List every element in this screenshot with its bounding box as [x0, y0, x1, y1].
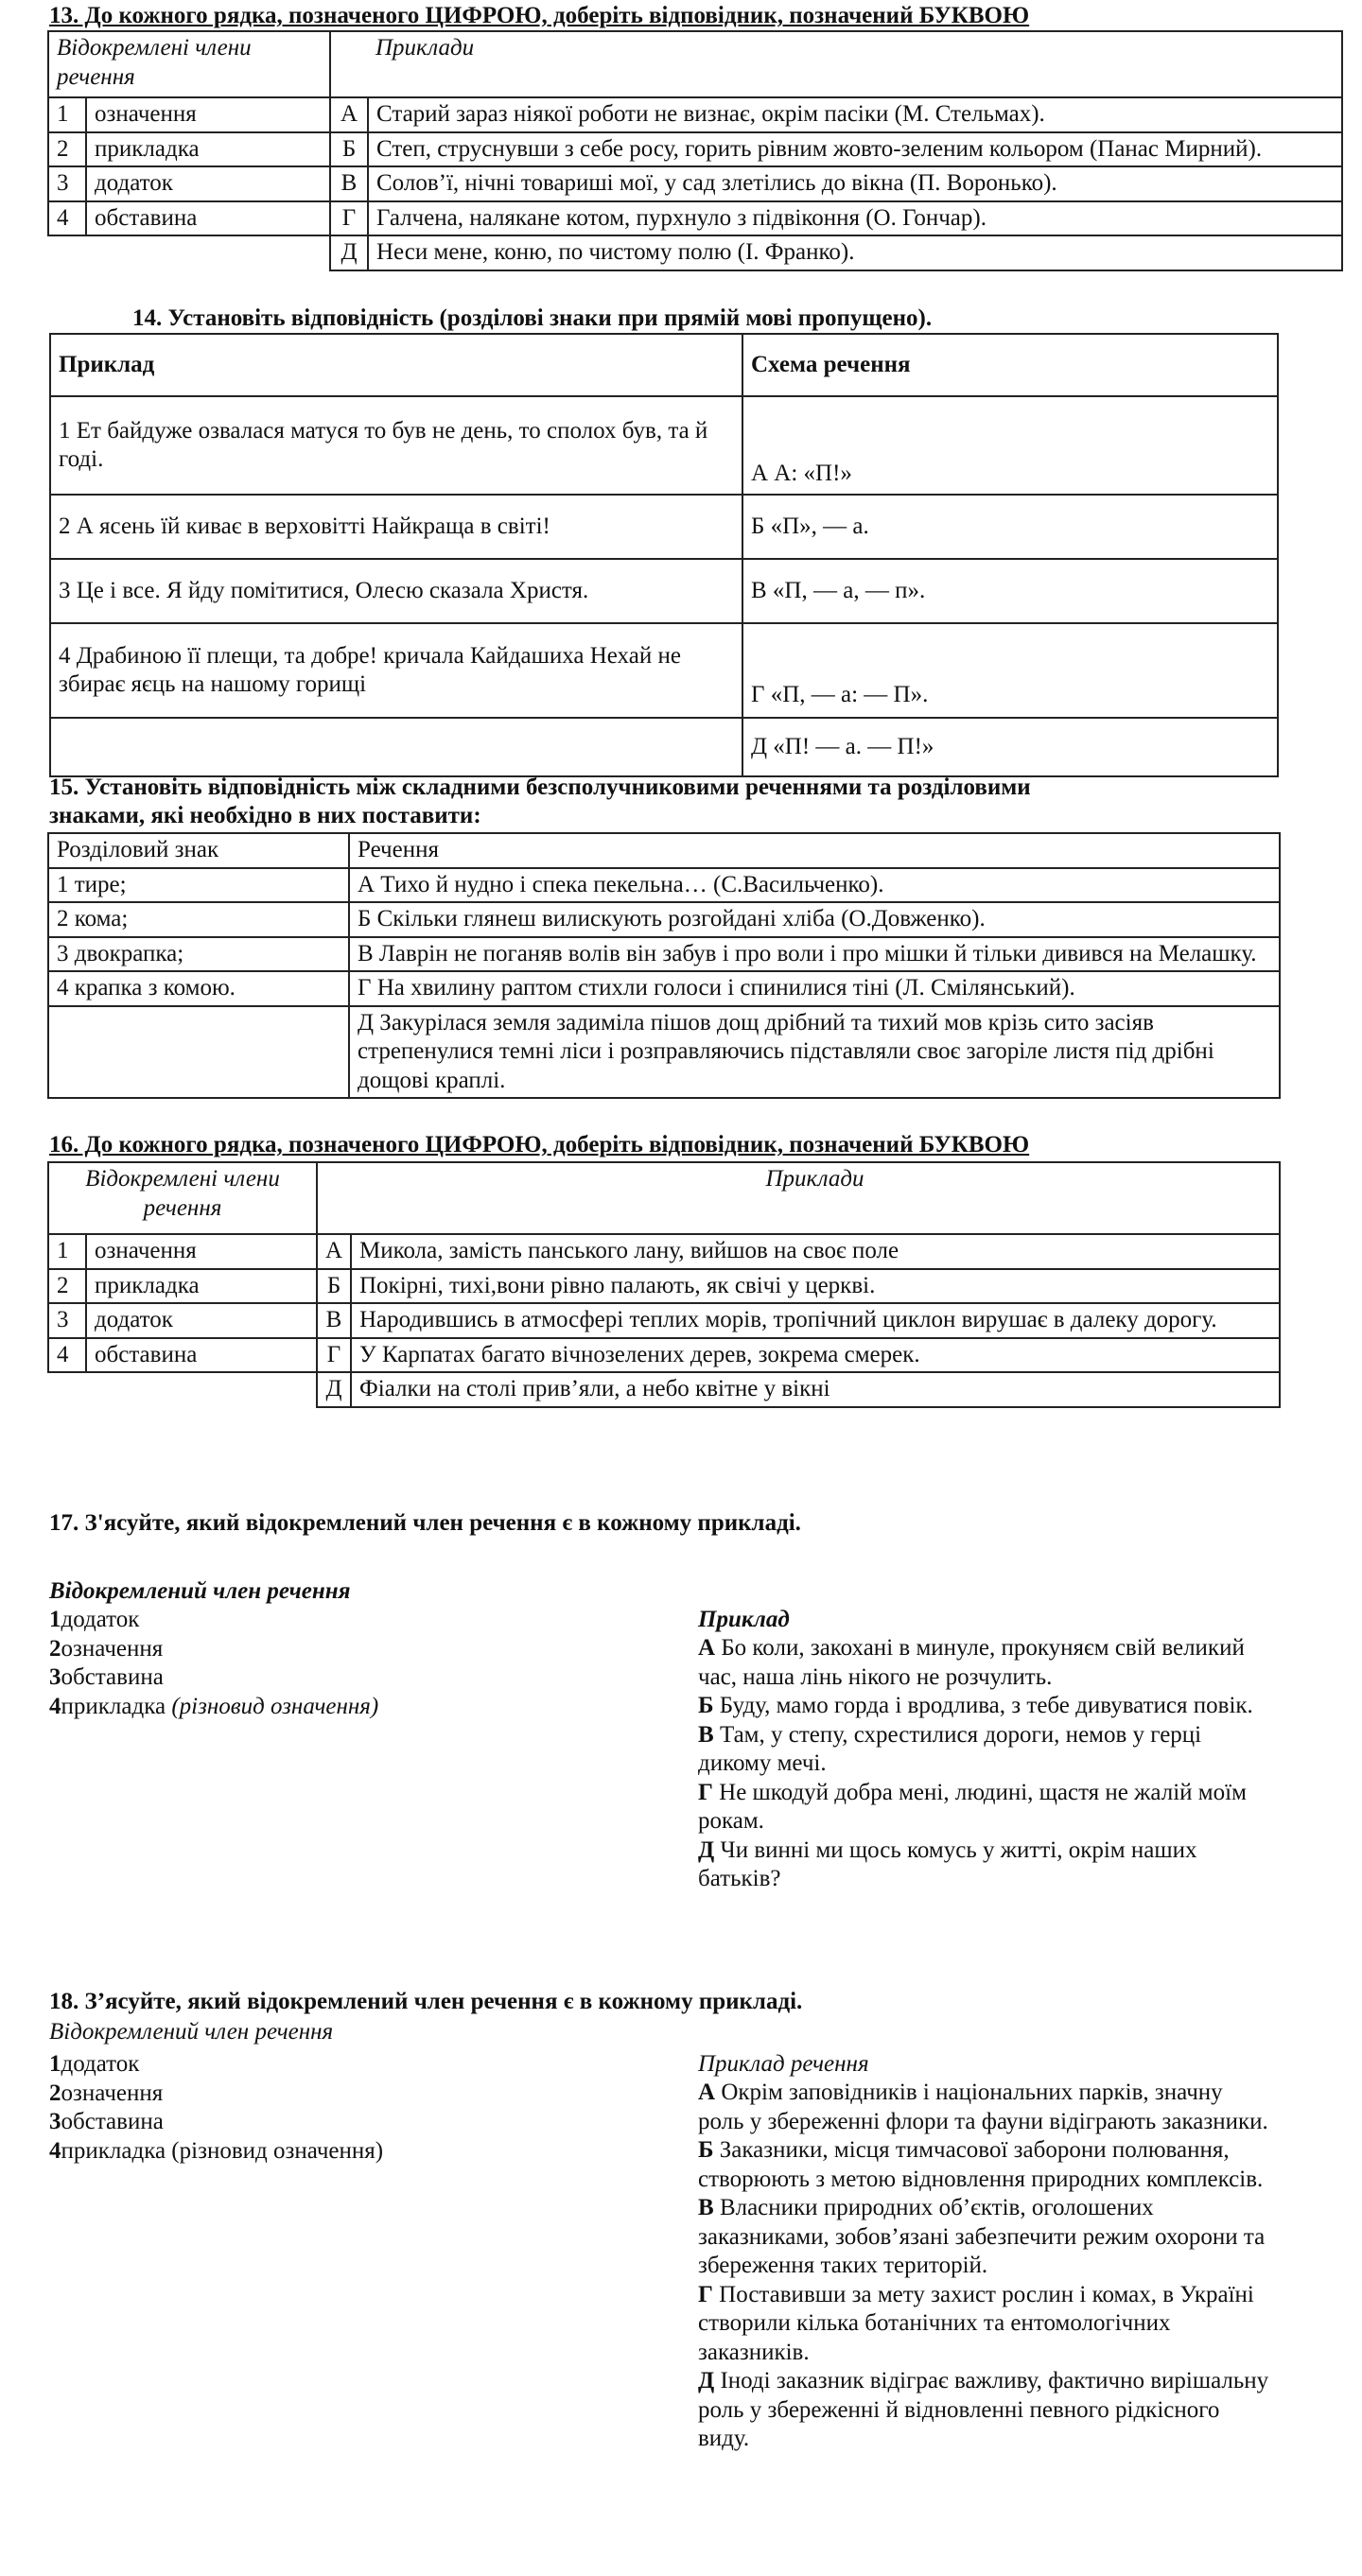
column-header: Відокремлені члени речення — [48, 1162, 317, 1234]
example-cell: Фіалки на столі прив’яли, а небо квітне у вікні — [351, 1372, 1280, 1407]
table-row — [50, 495, 1278, 559]
q13-title: 13. До кожного рядка, позначеного ЦИФРОЮ, доберіть відповідник, позначений БУКВОЮ — [49, 3, 1030, 28]
row-number: 3 — [48, 1303, 86, 1338]
table-header-row — [48, 31, 1342, 97]
answer-item: А Бо коли, закохані в минуле, прокуняєм свій великий час, наша лінь нікого не розчулить. — [698, 1635, 1245, 1690]
table-row — [48, 1338, 1280, 1373]
term-cell: означення — [86, 1234, 317, 1269]
q17-right-heading: Приклад — [698, 1607, 790, 1632]
q14-title: 14. Установіть відповідність (розділові знаки при прямій мові пропущено). — [132, 305, 933, 331]
row-letter: Г — [330, 201, 368, 236]
term-cell: додаток — [86, 166, 330, 201]
q13-table — [47, 30, 1343, 271]
example-cell: 3 Це і все. Я йду помітитися, Олесю сказала Христя. — [50, 559, 742, 623]
row-number: 1 — [48, 1234, 86, 1269]
row-letter: Г — [317, 1338, 351, 1373]
table-row — [48, 201, 1342, 236]
scheme-cell: Д «П! — а. — П!» — [742, 718, 1278, 776]
example-cell: Галчена, налякане котом, пурхнуло з підвіконня (О. Гончар). — [368, 201, 1342, 236]
sentence-cell: Г На хвилину раптом стихли голоси і спинилися тіні (Л. Смілянський). — [349, 971, 1280, 1006]
table-row — [48, 868, 1280, 903]
list-item: 3обставина — [49, 1664, 164, 1690]
q18-left-heading: Відокремлений член речення — [49, 2019, 334, 2045]
table-row — [48, 166, 1342, 201]
table-row — [50, 718, 1278, 776]
q17-title: 17. З'ясуйте, який відокремлений член речення є в кожному прикладі. — [49, 1510, 801, 1536]
table-row — [50, 623, 1278, 718]
example-cell: Солов’ї, нічні товариші мої, у сад злетілись до вікна (П. Воронько). — [368, 166, 1342, 201]
table-header-row — [50, 334, 1278, 396]
sign-cell: 3 двокрапка; — [48, 937, 349, 972]
example-cell: 1 Ет байдуже озвалася матуся то був не день, то сполох був, та й годі. — [50, 396, 742, 495]
row-letter: Д — [330, 235, 368, 270]
row-letter: В — [317, 1303, 351, 1338]
row-letter: А — [317, 1234, 351, 1269]
list-item: 3обставина — [49, 2109, 164, 2134]
row-number: 4 — [48, 201, 86, 236]
row-letter: А — [330, 97, 368, 132]
table-row — [48, 1234, 1280, 1269]
q15-title-line2: знаками, які необхідно в них поставити: — [49, 803, 481, 828]
table-header-row — [48, 833, 1280, 868]
example-cell: У Карпатах багато вічнозелених дерев, зокрема смерек. — [351, 1338, 1280, 1373]
q14-table — [49, 333, 1279, 777]
table-row — [48, 902, 1280, 937]
term-cell: обставина — [86, 1338, 317, 1373]
example-cell: Покірні, тихі,вони рівно палають, як свічі у церкві. — [351, 1269, 1280, 1304]
term-cell: прикладка — [86, 132, 330, 167]
table-row — [48, 1372, 1280, 1407]
q17-answers — [698, 1634, 1266, 1894]
list-item: 4прикладка (різновид означення) — [49, 1693, 379, 1719]
table-row — [48, 937, 1280, 972]
q16-table — [47, 1161, 1281, 1408]
example-cell: Народившись в атмосфері теплих морів, тропічний циклон вирушає в далеку дорогу. — [351, 1303, 1280, 1338]
q17-left-heading: Відокремлений член речення — [49, 1578, 351, 1604]
answer-item: Б Буду, мамо горда і вродлива, з тебе дивуватися повік. — [698, 1693, 1253, 1718]
q18-right-heading: Приклад речення — [698, 2051, 869, 2077]
row-number: 3 — [48, 166, 86, 201]
example-cell: 2 А ясень їй киває в верховітті Найкраща в світі! — [50, 495, 742, 559]
answer-item: Г Поставивши за мету захист рослин і комах, в Україні створили кілька ботанічних та ентомологічних заказників. — [698, 2281, 1254, 2365]
table-row — [48, 1269, 1280, 1304]
table-row — [48, 971, 1280, 1006]
sentence-cell: Д Закурілася земля задиміла пішов дощ дрібний та тихий мов крізь сито засіяв стрепенулися темні ліси і розправляючись підставляли своє загоріле листя під дрібні дощові краплі. — [349, 1006, 1280, 1099]
answer-item: Б Заказники, місця тимчасової заборони полювання, створюють з метою відновлення природних комплексів. — [698, 2137, 1264, 2192]
answer-item: Д Іноді заказник відіграє важливу, фактично вирішальну роль у збереженні й відновленні певного рідкісного виду. — [698, 2368, 1269, 2451]
table-row — [50, 396, 1278, 495]
row-number: 2 — [48, 1269, 86, 1304]
answer-item: В Власники природних об’єктів, оголошених заказниками, зобов’язані забезпечити режим охорони та збереження таких територій. — [698, 2195, 1266, 2278]
sentence-cell: В Лаврін не поганяв волів він забув і про воли і про мішки й тільки дивився на Мелашку. — [349, 937, 1280, 972]
list-item: 1додаток — [49, 2051, 140, 2077]
list-item: 1додаток — [49, 1607, 140, 1632]
row-letter: В — [330, 166, 368, 201]
column-header: Речення — [349, 833, 1280, 868]
example-cell: Старий зараз ніякої роботи не визнає, окрім пасіки (М. Стельмах). — [368, 97, 1342, 132]
term-cell: означення — [86, 97, 330, 132]
row-letter: Б — [317, 1269, 351, 1304]
scheme-cell: А А: «П!» — [742, 396, 1278, 495]
sign-cell: 4 крапка з комою. — [48, 971, 349, 1006]
term-cell: обставина — [86, 201, 330, 236]
column-header: Приклад — [50, 334, 742, 396]
list-item: 2означення — [49, 1635, 164, 1662]
row-number: 1 — [48, 97, 86, 132]
table-row — [48, 1303, 1280, 1338]
q18-term-list — [49, 2050, 383, 2166]
table-row — [48, 97, 1342, 132]
table-row — [48, 132, 1342, 167]
sentence-cell: Б Скільки глянеш вилискують розгойдані хліба (О.Довженко). — [349, 902, 1280, 937]
row-letter: Б — [330, 132, 368, 167]
q16-title: 16. До кожного рядка, позначеного ЦИФРОЮ, доберіть відповідник, позначений БУКВОЮ — [49, 1132, 1030, 1157]
table-row — [50, 559, 1278, 623]
column-header: Відокремлені члени речення — [48, 31, 330, 97]
sign-cell: 2 кома; — [48, 902, 349, 937]
row-number: 4 — [48, 1338, 86, 1373]
column-header: Розділовий знак — [48, 833, 349, 868]
answer-item: А Окрім заповідників і національних парків, значну роль у збереженні флори та фауни відіграють заказники. — [698, 2080, 1268, 2134]
table-row — [48, 235, 1342, 270]
sentence-cell: А Тихо й нудно і спека пекельна… (С.Васильченко). — [349, 868, 1280, 903]
example-cell: Микола, замість панського лану, вийшов на своє поле — [351, 1234, 1280, 1269]
example-cell: Неси мене, коню, по чистому полю (І. Франко). — [368, 235, 1342, 270]
scheme-cell: Г «П, — а: — П». — [742, 623, 1278, 718]
list-item: 4прикладка (різновид означення) — [49, 2137, 384, 2164]
column-header: Приклади — [351, 1162, 1280, 1234]
scheme-cell: В «П, — а, — п». — [742, 559, 1278, 623]
answer-item: Г Не шкодуй добра мені, людині, щастя не жалій моїм рокам. — [698, 1779, 1247, 1834]
answer-item: В Там, у степу, схрестилися дороги, немов у герці дикому мечі. — [698, 1721, 1202, 1776]
q15-table — [47, 832, 1281, 1099]
q18-title: 18. З’ясуйте, який відокремлений член речення є в кожному прикладі. — [49, 1989, 803, 2014]
q15-title: 15. Установіть відповідність між складними безсполучниковими реченнями та розділовими — [49, 775, 1031, 800]
term-cell: прикладка — [86, 1269, 317, 1304]
table-header-row — [48, 1162, 1280, 1234]
term-cell: додаток — [86, 1303, 317, 1338]
column-header: Приклади — [368, 31, 1342, 97]
answer-item: Д Чи винні ми щось комусь у житті, окрім наших батьків? — [698, 1836, 1197, 1891]
row-number: 2 — [48, 132, 86, 167]
row-letter: Д — [317, 1372, 351, 1407]
sign-cell: 1 тире; — [48, 868, 349, 903]
list-item: 2означення — [49, 2080, 164, 2106]
example-cell: Степ, струснувши з себе росу, горить рівним жовто-зеленим кольором (Панас Мирний). — [368, 132, 1342, 167]
example-cell: 4 Драбиною її плещи, та добре! кричала Кайдашиха Нехай не збирає яєць на нашому горищі — [50, 623, 742, 718]
scheme-cell: Б «П», — а. — [742, 495, 1278, 559]
column-header: Схема речення — [742, 334, 1278, 396]
q17-term-list — [49, 1606, 378, 1721]
table-row — [48, 1006, 1280, 1099]
q18-answers — [698, 2079, 1273, 2454]
